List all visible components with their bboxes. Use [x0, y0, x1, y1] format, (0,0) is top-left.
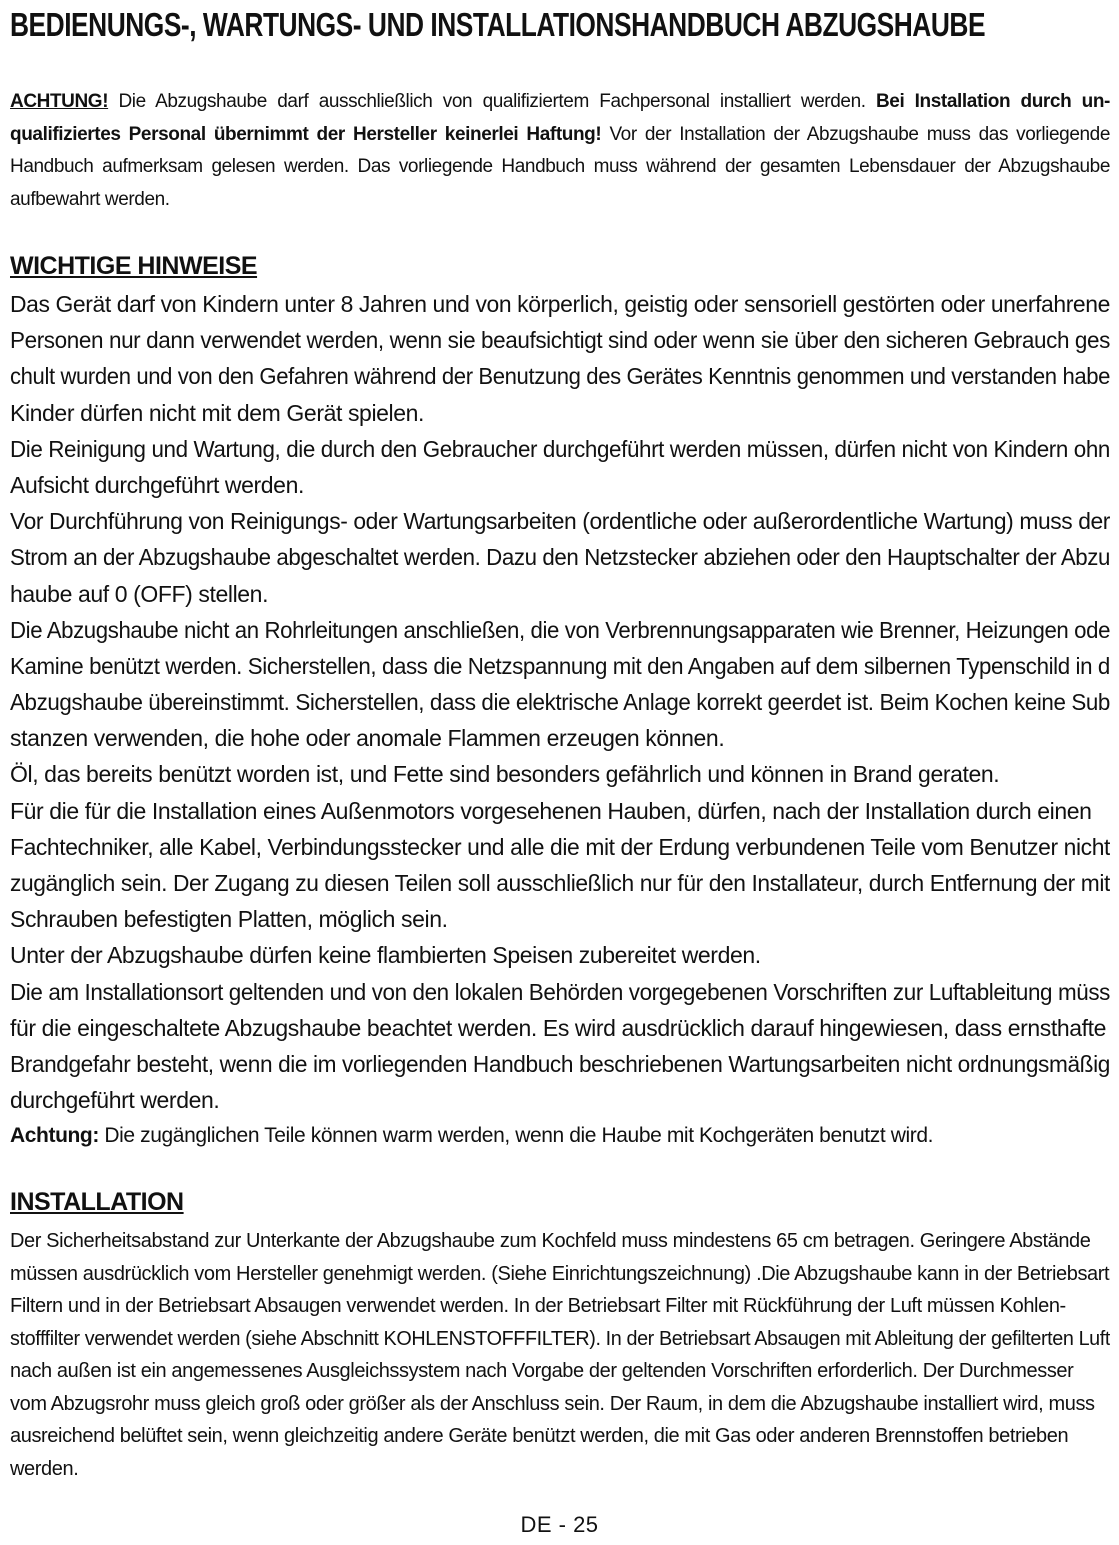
notes-line: Das Gerät darf von Kindern unter 8 Jahren und von körperlich, geistig oder sensoriell gestörten oder unerfahrene [10, 291, 1110, 317]
notes-line: stanzen verwenden, die hohe oder anomale Flammen erzeugen können. [10, 725, 725, 752]
notes-line: Kamine benützt werden. Sicherstellen, dass die Netzspannung mit den Angaben auf dem silbernen Typenschild in d [10, 652, 1110, 679]
notes-line: Für die für die Installation eines Außenmotors vorgesehenen Hauben, dürfen, nach der Installation durch einen [10, 797, 1092, 824]
notes-line: Die Reinigung und Wartung, die durch den Gebraucher durchgeführt werden müssen, dürfen nicht von Kindern ohn [10, 435, 1110, 462]
notes-line: Unter der Abzugshaube dürfen keine flambierten Speisen zubereitet werden. [10, 942, 761, 969]
page-number: DE - 25 [520, 1512, 599, 1537]
notes-line: durchgeführt werden. [10, 1087, 220, 1114]
installation-line: ausreichend belüftet sein, wenn gleichzeitig andere Geräte benützt werden, die mit Gas oder anderen Brennstoffen betrieben [10, 1425, 1069, 1447]
important-notes-body [10, 286, 1110, 1155]
installation-line: müssen ausdrücklich vom Hersteller genehmigt werden. (Siehe Einrichtungszeichnung) .Die Abzugshaube kann in der Betriebsart [10, 1262, 1110, 1285]
installation-heading: INSTALLATION [10, 1188, 184, 1216]
installation-line: vom Abzugsrohr muss gleich groß oder größer als der Anschluss sein. Der Raum, in dem die Abzugshaube installiert wird, muss [10, 1392, 1095, 1415]
notes-line: Die am Installationsort geltenden und von den lokalen Behörden vorgegebenen Vorschriften zur Luftableitung müss [10, 978, 1110, 1005]
notes-line: Abzugshaube übereinstimmt. Sicherstellen, dass die elektrische Anlage korrekt geerdet ist. Beim Kochen keine Sub [10, 689, 1110, 716]
installation-line: Filtern und in der Betriebsart Absaugen verwendet werden. In der Betriebsart Filter mit Rückführung der Luft müssen Kohlen- [10, 1295, 1066, 1317]
warning-label: Achtung: [10, 1124, 99, 1148]
important-notes-heading: WICHTIGE HINWEISE [10, 252, 258, 280]
hot-parts-warning [10, 1118, 1110, 1154]
notes-line: für die eingeschaltete Abzugshaube beachtet werden. Es wird ausdrücklich darauf hingewiesen, dass ernsthafte [10, 1014, 1107, 1041]
notes-line: zugänglich sein. Der Zugang zu diesen Teilen soll ausschließlich nur für den Installateur, durch Entfernung der mit [10, 870, 1110, 896]
liability-warning: Bei Installation durch un-qualifiziertes Personal übernimmt der Hersteller keinerlei Haftung! [10, 91, 1110, 145]
notes-line: chult wurden und von den Gefahren während der Benutzung des Gerätes Kenntnis genommen und verstanden habe [10, 363, 1110, 390]
intro-sentence-2: Vor der Installation der Abzugshaube muss das vorliegende Handbuch aufmerksam gelesen werden. Das vorliegende Handbuch muss während der gesamten Lebensdauer der Abzugshaube aufbewahrt werden. [10, 123, 1110, 210]
notes-line: Die Abzugshaube nicht an Rohrleitungen anschließen, die von Verbrennungsapparaten wie Brenner, Heizungen ode [10, 616, 1110, 643]
manual-page [10, 0, 1110, 1545]
installation-body [10, 1225, 1110, 1485]
attention-label: ACHTUNG! [10, 91, 109, 112]
notes-line: Öl, das bereits benützt worden ist, und Fette sind besonders gefährlich und können in Brand geraten. [10, 761, 1000, 788]
page-title: BEDIENUNGS-, WARTUNGS- UND INSTALLATIONSHANDBUCH ABZUGSHAUBE [10, 6, 986, 43]
installation-line: stofffilter verwendet werden (siehe Abschnitt KOHLENSTOFFFILTER). In der Betriebsart Absaugen mit Ableitung der gefilterten Luft [10, 1327, 1110, 1350]
notes-line: Strom an der Abzugshaube abgeschaltet werden. Dazu den Netzstecker abziehen oder den Hauptschalter der Abzu [10, 544, 1110, 571]
notes-line: Schrauben befestigten Platten, möglich sein. [10, 906, 448, 933]
notes-line: Vor Durchführung von Reinigungs- oder Wartungsarbeiten (ordentliche oder außerordentliche Wartung) muss der [10, 508, 1110, 535]
installation-line: Der Sicherheitsabstand zur Unterkante der Abzugshaube zum Kochfeld muss mindestens 65 cm betragen. Geringere Abstände [10, 1230, 1091, 1252]
notes-line: Kinder dürfen nicht mit dem Gerät spielen. [10, 399, 425, 426]
installation-line: nach außen ist ein angemessenes Ausgleichssystem nach Vorgabe der geltenden Vorschriften erforderlich. Der Durchmesser [10, 1360, 1074, 1382]
notes-line: haube auf 0 (OFF) stellen. [10, 580, 269, 607]
notes-line: Personen nur dann verwendet werden, wenn sie beaufsichtigt sind oder wenn sie über den sicheren Gebrauch ges [10, 327, 1110, 354]
notes-line: Aufsicht durchgeführt werden. [10, 471, 304, 498]
notes-line: Fachtechniker, alle Kabel, Verbindungsstecker und alle die mit der Erdung verbundenen Teile vom Benutzer nicht [10, 833, 1110, 860]
intro-sentence-1: Die Abzugshaube darf ausschließlich von qualifiziertem Fachpersonal installiert werden. [108, 91, 876, 112]
intro-paragraph [10, 86, 1110, 216]
warning-text: Die zugänglichen Teile können warm werden, wenn die Haube mit Kochgeräten benutzt wird. [98, 1124, 934, 1148]
installation-line: werden. [10, 1457, 79, 1480]
notes-line: Brandgefahr besteht, wenn die im vorliegenden Handbuch beschriebenen Wartungsarbeiten nicht ordnungsmäßig [10, 1050, 1110, 1077]
